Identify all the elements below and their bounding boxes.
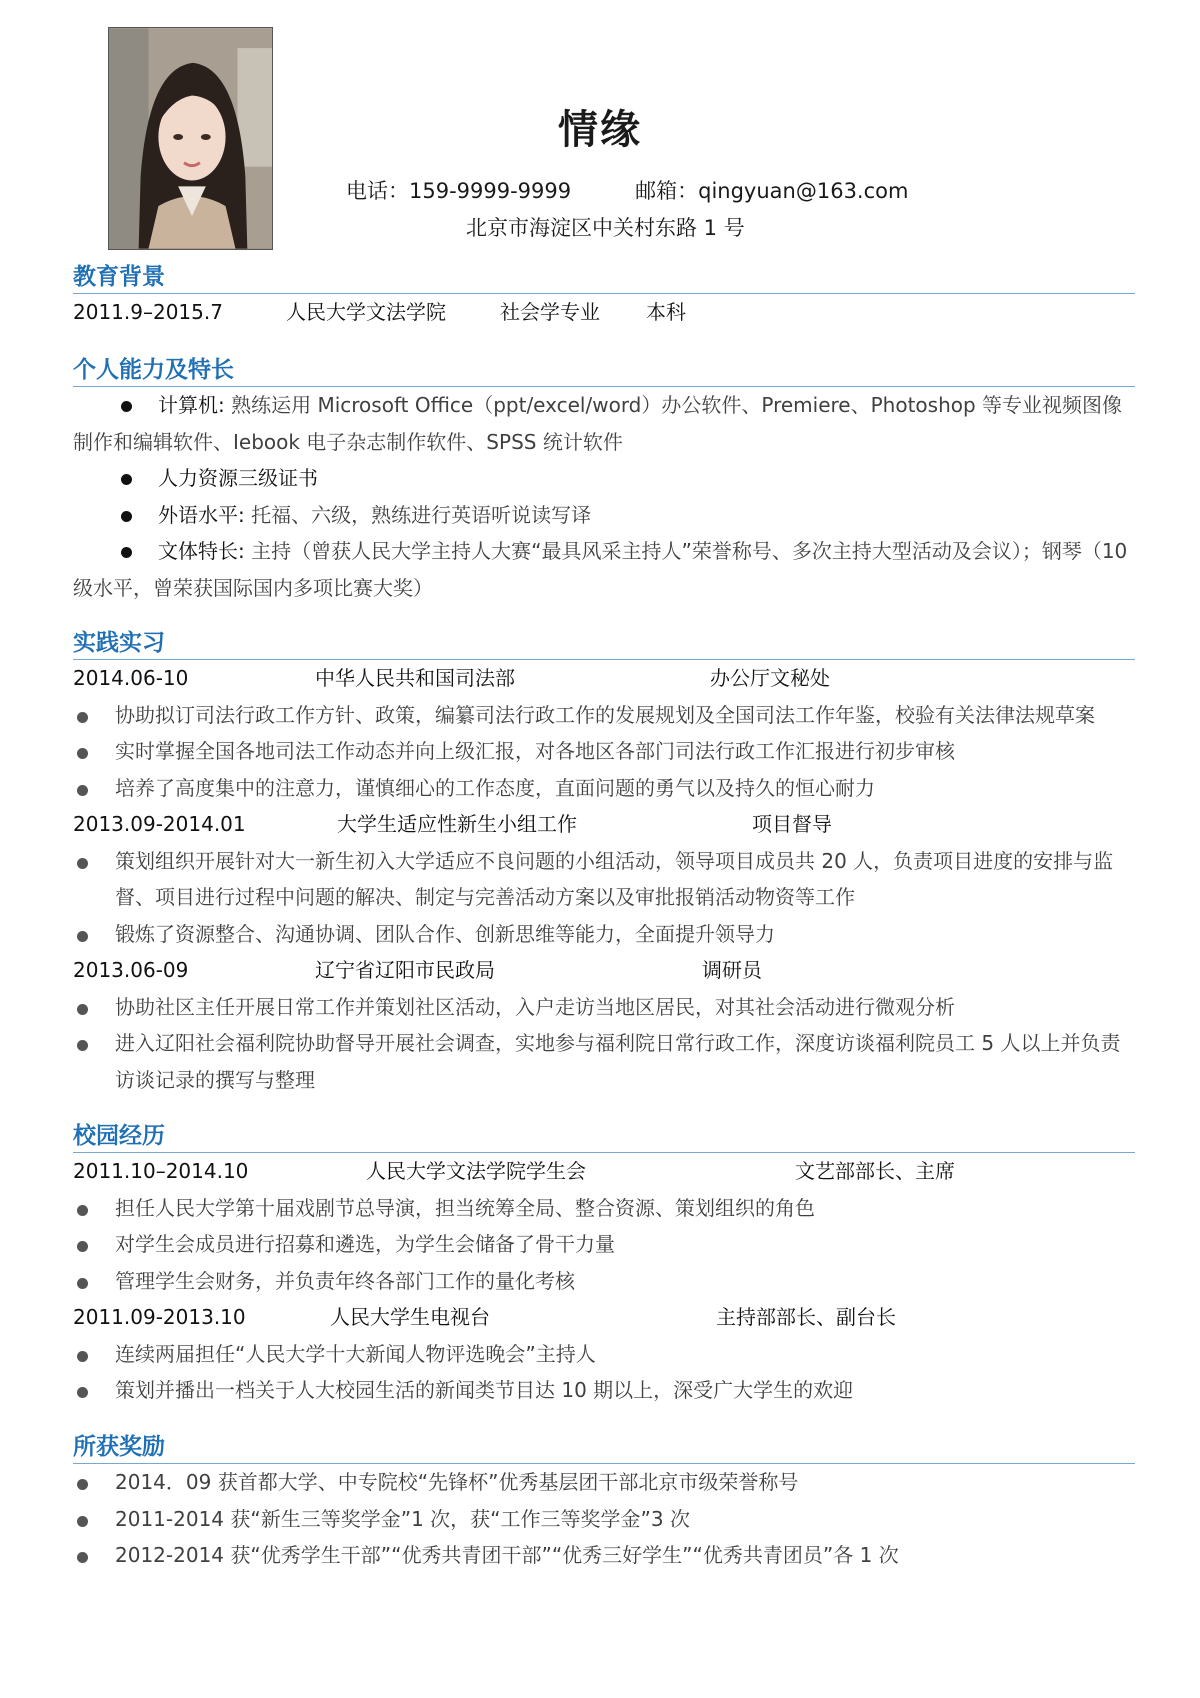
education-heading: 教育背景 — [73, 262, 1135, 294]
entry-period: 2014.06-10 — [73, 666, 189, 690]
skill-label: 人力资源三级证书 — [158, 466, 318, 490]
practice-heading: 实践实习 — [73, 628, 1135, 660]
education-row — [73, 294, 1135, 331]
bullet-icon — [77, 1004, 88, 1015]
entry-period: 2011.09-2013.10 — [73, 1305, 246, 1329]
education-school: 人民大学文法学院 — [286, 300, 446, 324]
bullet-icon — [77, 1351, 88, 1362]
list-item: 管理学生会财务，并负责年终各部门工作的量化考核 — [73, 1263, 1135, 1300]
entry-role: 办公厅文秘处 — [710, 666, 830, 690]
bullet-icon — [121, 547, 132, 558]
entry-role: 文艺部部长、主席 — [795, 1159, 955, 1183]
bullet-icon — [77, 931, 88, 942]
bullet-icon — [77, 712, 88, 723]
list-item: 连续两届担任“人民大学十大新闻人物评选晚会”主持人 — [73, 1336, 1135, 1373]
bullet-icon — [121, 401, 132, 412]
bullet-icon — [77, 1516, 88, 1527]
entry-role: 主持部部长、副台长 — [716, 1305, 896, 1329]
entry-role: 项目督导 — [752, 812, 832, 836]
education-section — [73, 262, 1135, 331]
bullet-icon — [121, 511, 132, 522]
bullet-icon — [77, 1552, 88, 1563]
skill-label: 外语水平: — [158, 502, 245, 527]
bullet-icon — [77, 1479, 88, 1490]
entry-org: 人民大学生电视台 — [330, 1305, 490, 1329]
practice-entry-header — [73, 660, 1135, 697]
entry-period: 2011.10–2014.10 — [73, 1159, 249, 1183]
list-item: 进入辽阳社会福利院协助督导开展社会调查，实地参与福利院日常行政工作，深度访谈福利院员工 5 人以上并负责访谈记录的撰写与整理 — [73, 1025, 1135, 1098]
skill-item — [73, 460, 1135, 497]
bullet-icon — [77, 1387, 88, 1398]
bullet-icon — [77, 1241, 88, 1252]
entry-period: 2013.09-2014.01 — [73, 812, 246, 836]
campus-entry-header — [73, 1153, 1135, 1190]
education-degree: 本科 — [646, 300, 686, 324]
awards-section — [73, 1432, 1135, 1574]
entry-period: 2013.06-09 — [73, 958, 189, 982]
entry-org: 大学生适应性新生小组工作 — [337, 812, 577, 836]
skill-label: 计算机: — [158, 393, 225, 417]
entry-org: 人民大学文法学院学生会 — [366, 1159, 586, 1183]
practice-entry-header — [73, 952, 1135, 989]
list-item: 培养了高度集中的注意力，谨慎细心的工作态度，直面问题的勇气以及持久的恒心耐力 — [73, 770, 1135, 807]
list-item: 2014．09 获首都大学、中专院校“先锋杯”优秀基层团干部北京市级荣誉称号 — [73, 1464, 1135, 1501]
list-item: 2012-2014 获“优秀学生干部”“优秀共青团干部”“优秀三好学生”“优秀共青团员”各 1 次 — [73, 1537, 1135, 1574]
bullet-icon — [77, 858, 88, 869]
entry-role: 调研员 — [702, 958, 762, 982]
email-text: 邮箱：qingyuan@163.com — [635, 179, 909, 203]
list-item: 实时掌握全国各地司法工作动态并向上级汇报，对各地区各部门司法行政工作汇报进行初步审核 — [73, 733, 1135, 770]
skill-text: 熟练运用 Microsoft Office（ppt/excel/word）办公软件、Premiere、Photoshop 等专业视频图像制作和编辑软件、Iebook 电子杂志制作软件、SPSS 统计软件 — [73, 393, 1123, 454]
campus-entry-header — [73, 1299, 1135, 1336]
skills-section — [73, 355, 1135, 606]
entry-org: 辽宁省辽阳市民政局 — [315, 958, 495, 982]
skill-item — [73, 533, 1135, 606]
skill-text: 主持（曾获人民大学主持人大赛“最具风采主持人”荣誉称号、多次主持大型活动及会议）；钢琴（10 级水平，曾荣获国际国内多项比赛大奖） — [73, 539, 1128, 600]
bullet-icon — [77, 1278, 88, 1289]
list-item: 协助社区主任开展日常工作并策划社区活动，入户走访当地区居民，对其社会活动进行微观分析 — [73, 989, 1135, 1026]
campus-heading: 校园经历 — [73, 1121, 1135, 1153]
bullet-icon — [121, 474, 132, 485]
list-item: 策划组织开展针对大一新生初入大学适应不良问题的小组活动，领导项目成员共 20 人，负责项目进度的安排与监督、项目进行过程中问题的解决、制定与完善活动方案以及审批报销活动物资等工作 — [73, 843, 1135, 916]
education-major: 社会学专业 — [500, 300, 600, 324]
practice-entry-header — [73, 806, 1135, 843]
contact-row — [346, 175, 908, 205]
education-period: 2011.9–2015.7 — [73, 300, 223, 324]
skill-item — [73, 497, 1135, 534]
candidate-name: 情缘 — [558, 107, 642, 153]
phone-text: 电话：159-9999-9999 — [346, 179, 572, 203]
list-item: 锻炼了资源整合、沟通协调、团队合作、创新思维等能力，全面提升领导力 — [73, 916, 1135, 953]
skill-label: 文体特长: — [158, 539, 245, 563]
skill-text: 托福、六级，熟练进行英语听说读写译 — [244, 502, 592, 527]
list-item: 担任人民大学第十届戏剧节总导演，担当统筹全局、整合资源、策划组织的角色 — [73, 1190, 1135, 1227]
bullet-icon — [77, 1040, 88, 1051]
bullet-icon — [77, 748, 88, 759]
awards-heading: 所获奖励 — [73, 1432, 1135, 1464]
address-text: 北京市海淀区中关村东路 1 号 — [466, 216, 745, 240]
skill-item — [73, 387, 1135, 460]
bullet-icon — [77, 785, 88, 796]
bullet-icon — [77, 1205, 88, 1216]
entry-org: 中华人民共和国司法部 — [315, 666, 515, 690]
list-item: 2011-2014 获“新生三等奖学金”1 次，获“工作三等奖学金”3 次 — [73, 1501, 1135, 1538]
list-item: 协助拟订司法行政工作方针、政策，编纂司法行政工作的发展规划及全国司法工作年鉴，校验有关法律法规草案 — [73, 697, 1135, 734]
practice-section — [73, 628, 1135, 1098]
campus-section — [73, 1121, 1135, 1409]
skills-heading: 个人能力及特长 — [73, 355, 1135, 387]
list-item: 策划并播出一档关于人大校园生活的新闻类节目达 10 期以上，深受广大学生的欢迎 — [73, 1372, 1135, 1409]
list-item: 对学生会成员进行招募和遴选，为学生会储备了骨干力量 — [73, 1226, 1135, 1263]
